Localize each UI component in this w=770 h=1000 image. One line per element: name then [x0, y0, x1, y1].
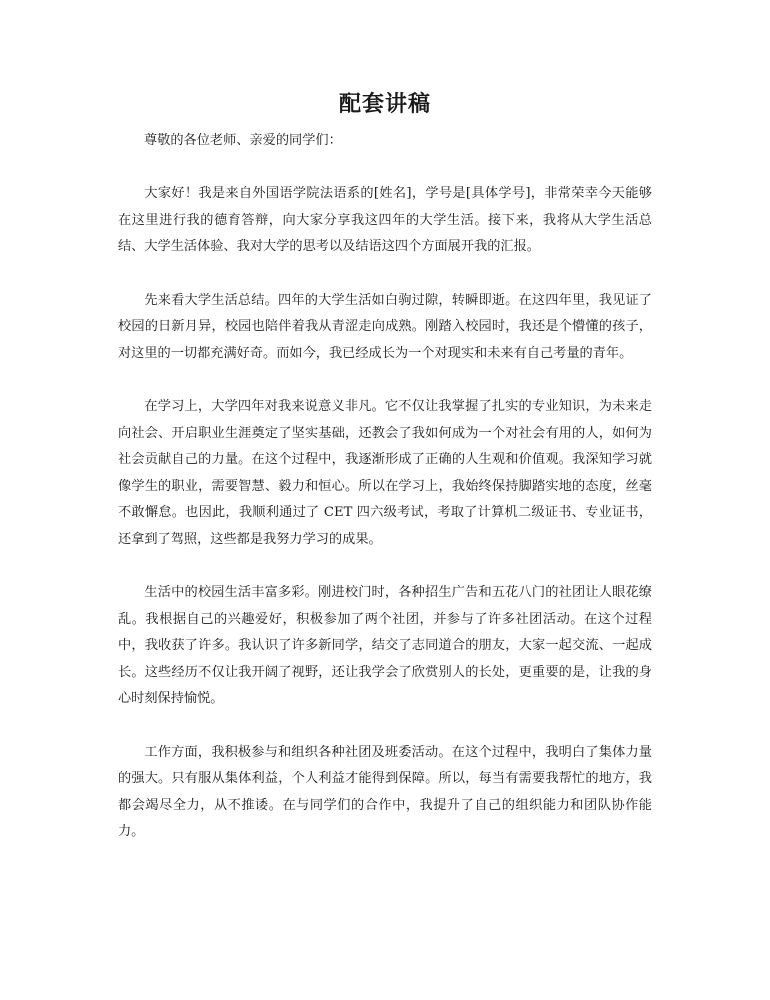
paragraph-life-summary: 先来看大学生活总结。四年的大学生活如白驹过隙，转瞬即逝。在这四年里，我见证了校园的日新月异，校园也陪伴着我从青涩走向成熟。刚踏入校园时，我还是个懵懂的孩子，对这里的一切都充满好奇。而如今，我已经成长为一个对现实和未来有自己考量的青年。	[118, 292, 652, 361]
document-body	[118, 128, 652, 873]
document-title: 配套讲稿	[338, 91, 431, 117]
greeting-line: 尊敬的各位老师、亲爱的同学们：	[144, 133, 342, 148]
paragraph-study: 在学习上，大学四年对我来说意义非凡。它不仅让我掌握了扎实的专业知识，为未来走向社会、开启职业生涯奠定了坚实基础，还教会了我如何成为一个对社会有用的人，如何为社会贡献自己的力量。在这个过程中，我逐渐形成了正确的人生观和价值观。我深知学习就像学生的职业，需要智慧、毅力和恒心。所以在学习上，我始终保持脚踏实地的态度，丝毫不敢懈怠。也因此，我顺利通过了 CET 四六级考试，考取了计算机二级证书、专业证书，还拿到了驾照，这些都是我努力学习的成果。	[118, 398, 652, 547]
paragraph-introduction: 大家好！我是来自外国语学院法语系的[姓名]，学号是[具体学号]，非常荣幸今天能够在这里进行我的德育答辩，向大家分享我这四年的大学生活。接下来，我将从大学生活总结、大学生活体验、我对大学的思考以及结语这四个方面展开我的汇报。	[118, 186, 652, 255]
paragraph-campus-life: 生活中的校园生活丰富多彩。刚进校门时，各种招生广告和五花八门的社团让人眼花缭乱。我根据自己的兴趣爱好，积极参加了两个社团，并参与了许多社团活动。在这个过程中，我收获了许多。我认识了许多新同学，结交了志同道合的朋友，大家一起交流、一起成长。这些经历不仅让我开阔了视野，还让我学会了欣赏别人的长处，更重要的是，让我的身心时刻保持愉悦。	[118, 585, 652, 707]
paragraph-work: 工作方面，我积极参与和组织各种社团及班委活动。在这个过程中，我明白了集体力量的强大。只有服从集体利益，个人利益才能得到保障。所以，每当有需要我帮忙的地方，我都会竭尽全力，从不推诿。在与同学们的合作中，我提升了自己的组织能力和团队协作能力。	[118, 744, 652, 840]
